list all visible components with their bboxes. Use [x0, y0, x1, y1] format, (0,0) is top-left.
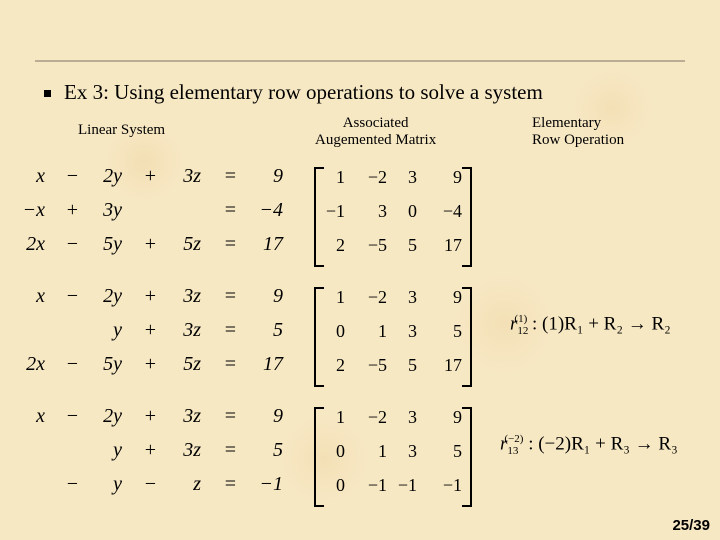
equation-term: +	[144, 405, 156, 427]
equation-term: y	[113, 439, 122, 461]
row-op-subscript: 13	[507, 445, 519, 458]
equation-term: 3z	[183, 285, 201, 307]
equation-term: +	[144, 319, 156, 341]
equation-term: 2x	[26, 353, 45, 375]
matrix-cell: 1	[336, 407, 345, 427]
equation-term: =	[224, 439, 236, 461]
equation-term: 3z	[183, 319, 201, 341]
equation-term: +	[144, 285, 156, 307]
equation-term: 5	[273, 319, 283, 341]
matrix-cell: 0	[336, 441, 345, 461]
equation-term: =	[224, 353, 236, 375]
equation-term: =	[224, 473, 236, 495]
row-op-symbol: r	[500, 433, 508, 455]
matrix-cell: 0	[408, 201, 417, 221]
matrix-cell: 9	[453, 167, 462, 187]
row-operation	[510, 313, 671, 337]
matrix-cell: 1	[336, 287, 345, 307]
equation-term: 3z	[183, 439, 201, 461]
matrix-cell: 1	[336, 167, 345, 187]
equation-term: x	[36, 405, 45, 427]
matrix-cell: 9	[453, 287, 462, 307]
matrix-cell: 0	[336, 475, 345, 495]
header-linear-system: Linear System	[78, 122, 166, 138]
matrix-cell: 9	[453, 407, 462, 427]
equation-term: +	[144, 353, 156, 375]
matrix-cell: −4	[442, 201, 462, 221]
matrix-cell: −5	[367, 355, 387, 375]
matrix-cell: 5	[453, 321, 462, 341]
equation-term: +	[144, 233, 156, 255]
matrix-cell: 17	[444, 355, 462, 375]
equation-term: −	[66, 233, 78, 255]
equation-term: 17	[263, 233, 283, 255]
matrix-cell: 3	[378, 201, 387, 221]
equation-term: −	[66, 473, 78, 495]
header-augmented-matrix: Associated Augemented Matrix	[315, 115, 437, 148]
matrix-cell: 3	[408, 407, 417, 427]
matrix-cell: −1	[397, 475, 417, 495]
equation-term: y	[113, 319, 122, 341]
equation-term: −x	[22, 199, 45, 221]
bullet-icon	[44, 90, 51, 97]
matrix-cell: 3	[408, 441, 417, 461]
equation-term: =	[224, 165, 236, 187]
equation-term: −	[66, 353, 78, 375]
matrix-cell: −1	[442, 475, 462, 495]
matrix-cell: −2	[367, 407, 387, 427]
equation-term: −4	[259, 199, 283, 221]
equation-term: 5y	[103, 353, 122, 375]
matrix-cell: 3	[408, 321, 417, 341]
matrix-cell: 17	[444, 235, 462, 255]
equation-term: −1	[259, 473, 283, 495]
matrix-cell: 5	[408, 355, 417, 375]
matrix-cell: 5	[408, 235, 417, 255]
equation-term: x	[36, 285, 45, 307]
matrix-right-bracket	[462, 407, 472, 507]
matrix-cell: −1	[367, 475, 387, 495]
equation-term: 3z	[183, 165, 201, 187]
equation-term: 5y	[103, 233, 122, 255]
equation-term: z	[193, 473, 201, 495]
equation-term: −	[66, 405, 78, 427]
equation-term: 2y	[103, 165, 122, 187]
equation-term: 2x	[26, 233, 45, 255]
equation-term: =	[224, 233, 236, 255]
matrix-cell: −2	[367, 287, 387, 307]
matrix-cell: −5	[367, 235, 387, 255]
equation-term: 2y	[103, 285, 122, 307]
equation-term: +	[144, 439, 156, 461]
equation-term: 9	[273, 405, 283, 427]
equation-term: x	[36, 165, 45, 187]
row-op-superscript: (−2)	[504, 433, 524, 445]
matrix-cell: 5	[453, 441, 462, 461]
matrix-cell: −2	[367, 167, 387, 187]
equation-term: +	[66, 199, 78, 221]
equation-term: 5z	[183, 233, 201, 255]
matrix-cell: 1	[378, 441, 387, 461]
equation-term: 2y	[103, 405, 122, 427]
equation-term: 3z	[183, 405, 201, 427]
equation-term: −	[144, 473, 156, 495]
equation-term: 3y	[103, 199, 122, 221]
equation-term: 5	[273, 439, 283, 461]
equation-term: −	[66, 285, 78, 307]
matrix-right-bracket	[462, 167, 472, 267]
equation-term: 5z	[183, 353, 201, 375]
matrix-cell: 2	[336, 355, 345, 375]
equation-term: 9	[273, 165, 283, 187]
equation-term: =	[224, 405, 236, 427]
equation-term: y	[113, 473, 122, 495]
equation-term: =	[224, 285, 236, 307]
matrix-cell: 0	[336, 321, 345, 341]
page-number: 25/39	[672, 517, 710, 534]
row-op-subscript: 12	[517, 325, 529, 338]
equation-term: +	[144, 165, 156, 187]
matrix-cell: 2	[336, 235, 345, 255]
row-op-symbol: r	[510, 313, 518, 335]
matrix-cell: −1	[325, 201, 345, 221]
row-op-superscript: (1)	[514, 313, 528, 325]
matrix-cell: 3	[408, 167, 417, 187]
equation-term: 17	[263, 353, 283, 375]
equation-term: =	[224, 319, 236, 341]
equation-term: −	[66, 165, 78, 187]
matrix-cell: 1	[378, 321, 387, 341]
header-divider	[35, 60, 685, 62]
row-op-text: : (−2)R₁ + R₃ → R₃	[523, 433, 678, 455]
row-op-text: : (1)R₁ + R₂ → R₂	[527, 313, 671, 335]
matrix-cell: 3	[408, 287, 417, 307]
matrix-right-bracket	[462, 287, 472, 387]
row-operation	[500, 433, 678, 457]
slide-title: Ex 3: Using elementary row operations to solve a system	[64, 80, 543, 104]
equation-term: =	[224, 199, 236, 221]
header-row-operation: Elementary Row Operation	[532, 115, 625, 148]
equation-term: 9	[273, 285, 283, 307]
